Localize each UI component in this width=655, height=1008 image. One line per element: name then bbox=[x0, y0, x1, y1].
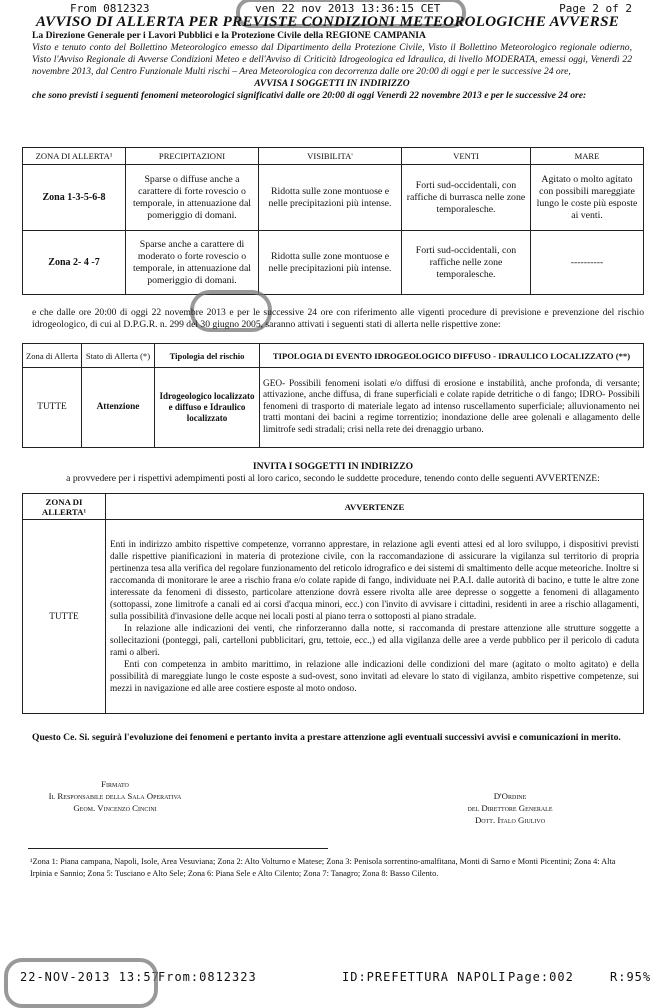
fax-page: Page 2 of 2 bbox=[559, 2, 632, 15]
weather-table-header bbox=[23, 148, 644, 165]
table-row bbox=[23, 165, 644, 231]
mare-cell: ---------- bbox=[531, 231, 644, 295]
alert-evento-cell: GEO- Possibili fenomeni isolati e/o diffusi di erosione e instabilità, anche profonda, di versante; attivazione, anche diffusa, di frane superficiali e colate rapide detritiche o di fango; IDRO- Possibili fenomeni di trasporto di materiale legato ad intenso ruscellamento superficiale; alluvionamento nei tratti montani dei bacini a regime torrentizio; inondazione delle aree golenali e allagamento delle limitrofe sedi stradali; crisi nella rete dei drenaggio urbano. bbox=[260, 368, 644, 448]
th-tipologia-rischio: Tipologia del rischio bbox=[155, 344, 260, 368]
venti-cell: Forti sud-occidentali, con raffiche di burrasca nelle zone temporalesche. bbox=[402, 165, 531, 231]
alert-table-header bbox=[23, 344, 644, 368]
th-avvertenze: AVVERTENZE bbox=[106, 494, 644, 520]
th-precipitazioni: PRECIPITAZIONI bbox=[126, 148, 259, 165]
signature-right bbox=[420, 790, 600, 826]
th-zona: ZONA DI ALLERTA¹ bbox=[23, 148, 126, 165]
visibilita-cell: Ridotta sulle zone montuose e nelle precipitazioni più intense. bbox=[259, 165, 402, 231]
th-zona-allerta: Zona di Allerta bbox=[23, 344, 82, 368]
signature-right-line1: D'Ordine bbox=[493, 791, 527, 801]
avvertenze-cell bbox=[106, 520, 644, 714]
alert-stato-cell: Attenzione bbox=[82, 368, 155, 448]
intro-heading: AVVISA I SOGGETTI IN INDIRIZZO bbox=[254, 78, 410, 89]
alert-table bbox=[22, 343, 644, 448]
alert-zona-cell: TUTTE bbox=[23, 368, 82, 448]
intro-body: Visto e tenuto conto del Bollettino Meteorologico emesso dal Dipartimento della Protezione Civile, Visto il Bollettino Meteorologico regionale odierno, Visto l'Avviso Regionale di Avverse Condizioni Meteo e dell'Avviso di Criticità Idrogeologica ed Idraulica, di livello MODERATA, emessi oggi, Venerdì 22 novembre 2013, dal Centro Funzionale Multi rischi – Area Meteorologica con decorrenza dalle ore 20:00 di oggi e per le successive 24 ore, bbox=[32, 42, 632, 77]
visibilita-cell: Ridotta sulle zone montuose e nelle precipitazioni più intense. bbox=[259, 231, 402, 295]
th-venti: VENTI bbox=[402, 148, 531, 165]
invite-heading: INVITA I SOGGETTI IN INDIRIZZO bbox=[252, 461, 414, 472]
fax-footer-r: R:95% bbox=[610, 970, 652, 984]
warnings-table-header bbox=[23, 494, 644, 520]
warn-zona-cell: TUTTE bbox=[23, 520, 106, 714]
th-mare: MARE bbox=[531, 148, 644, 165]
invite-section bbox=[22, 461, 644, 485]
intro-forecast: che sono previsti i seguenti fenomeni meteorologici significativi dalle ore 20:00 di oggi Venerdì 22 novembre 2013 e per le successive 24 ore: bbox=[32, 90, 587, 101]
fax-footer-datetime: 22-NOV-2013 13:57 bbox=[20, 970, 160, 984]
signature-left-line3: Geom. Vincenzo Cincini bbox=[73, 803, 157, 813]
fax-footer-id: ID:PREFETTURA NAPOLI bbox=[342, 970, 507, 984]
intro-section bbox=[32, 30, 632, 102]
warning-paragraph: Enti con competenza in ambito marittimo, in relazione alle indicazioni delle condizioni del mare (agitato o molto agitato) e della possibilità di mareggiate lungo le coste esposte a sud-ovest, sono invitati ad elevare lo stato di vigilanza, ambito rispettive competenze, sui mezzi in navigazione ed alle aree costiere esposte al moto ondoso. bbox=[110, 659, 639, 694]
intro-issuer: La Direzione Generale per i Lavori Pubblici e la Protezione Civile della REGIONE CAMPANIA bbox=[32, 30, 426, 41]
signature-left-line2: Il Responsabile della Sala Operativa bbox=[48, 791, 182, 801]
th-tipologia-evento: TIPOLOGIA DI EVENTO IDROGEOLOGICO DIFFUSO - IDRAULICO LOCALIZZATO (**) bbox=[260, 344, 644, 368]
warning-paragraph: Enti in indirizzo ambito rispettive competenze, vorranno apprestare, in relazione agli eventi attesi ed al loro sviluppo, i dispositivi previsti dalle rispettive pianificazioni in materia di protezione civile, con la raccomandazione di assicurare la vigilanza sul territorio di propria pertinenza tesa alla verifica del regolare funzionamento del reticolo idrografico e dei sistemi di smaltimento delle acque meteoriche. Inoltre si raccomanda di monitorare le aree a rischio frana e/o colate rapide di fango, individuate nei P.A.I. dalle autorità di bacino, e tutte le altre zone interessate da fenomeni di dissesto, particolare attenzione dovrà essere rivolta alle aree depresse o soggette a fenomeni di allagamento (sottopassi, zone limitrofe a canali ed ai corsi d'acqua minori, ecc.) con l'invito di avvisare i cittadini, residenti in aree a rischio allagamenti, sulla possibilità d'invasione delle acque nei locali posti al piano terra o sottoposti al piano stradale. bbox=[110, 539, 639, 622]
venti-cell: Forti sud-occidentali, con raffiche nelle zone temporalesche. bbox=[402, 231, 531, 295]
th-warn-zona: ZONA DI ALLERTA¹ bbox=[23, 494, 106, 520]
footnote-divider bbox=[28, 848, 328, 849]
document-title: AVVISO DI ALLERTA PER PREVISTE CONDIZIONI METEOROLOGICHE AVVERSE bbox=[35, 14, 620, 30]
signature-right-line2: del Direttore Generale bbox=[467, 803, 553, 813]
signature-left bbox=[20, 778, 210, 814]
weather-table bbox=[22, 147, 644, 295]
signature-right-line3: Dott. Italo Giulivo bbox=[474, 815, 546, 825]
footnote: ¹Zona 1: Piana campana, Napoli, Isole, Area Vesuviana; Zona 2: Alto Volturno e Matese; Zona 3: Penisola sorrentino-amalfitana, Monti di Sarno e Monti Picentini; Zona 4: Alta Irpinia e Sannio; Zona 5: Tusciano e Alto Sele; Zona 6: Piana Sele e Alto Cilento; Zona 7: Tanagro; Zona 8: Basso Cilento. bbox=[30, 857, 616, 878]
fax-footer-from: From:0812323 bbox=[158, 970, 257, 984]
mare-cell: Agitato o molto agitato con possibili mareggiate lungo le coste più esposte ai venti. bbox=[531, 165, 644, 231]
warning-paragraph: In relazione alle indicazioni dei venti, che rinforzeranno dalla notte, si raccomanda di prestare attenzione alle strutture soggette a sollecitazioni (ponteggi, pali, cartelloni pubblicitari, gru, tettoie, ecc.,) ed alla vigilanza delle aree a verde pubblico per il pericolo di caduta rami o alberi. bbox=[110, 623, 639, 658]
fax-datetime: ven 22 nov 2013 13:36:15 CET bbox=[255, 2, 441, 15]
th-stato-allerta: Stato di Allerta (*) bbox=[82, 344, 155, 368]
th-visibilita: VISIBILITA' bbox=[259, 148, 402, 165]
table-row bbox=[23, 231, 644, 295]
fax-footer-page: Page:002 bbox=[508, 970, 574, 984]
invite-text: a provvedere per i rispettivi adempimenti posti al loro carico, secondo le suddette procedure, tenendo conto delle seguenti AVVERTENZE: bbox=[66, 473, 600, 484]
warnings-table bbox=[22, 493, 644, 714]
zone-cell: Zona 2- 4 -7 bbox=[23, 231, 126, 295]
precipitazioni-cell: Sparse o diffuse anche a carattere di forte rovescio o temporale, in attenuazione dal pomeriggio di domani. bbox=[126, 165, 259, 231]
highlight-oval-bottom bbox=[4, 958, 158, 1008]
alert-tipologia-cell: Idrogeologico localizzato e diffuso e Idraulico localizzato bbox=[155, 368, 260, 448]
table-row bbox=[23, 368, 644, 448]
alert-text: e che dalle ore 20:00 di oggi 22 novembre 2013 e per le successive 24 ore con riferimento alle vigenti procedure di previsione e prevenzione del rischio idrogeologico, di cui al D.P.G.R. n. 299 del 30 giugno 2005, saranno attivati i seguenti stati di allerta nelle rispettive zone: bbox=[32, 307, 644, 330]
closing-text: Questo Ce. Si. seguirà l'evoluzione dei fenomeni e pertanto invita a prestare attenzione agli eventuali successivi avvisi e comunicazioni in merito. bbox=[32, 732, 621, 743]
signature-left-line1: Firmato bbox=[101, 779, 129, 789]
fax-from: From 0812323 bbox=[70, 2, 150, 15]
zone-cell: Zona 1-3-5-6-8 bbox=[23, 165, 126, 231]
table-row bbox=[23, 520, 644, 714]
precipitazioni-cell: Sparse anche a carattere di moderato o forte rovescio o temporale, in attenuazione dal pomeriggio di domani. bbox=[126, 231, 259, 295]
